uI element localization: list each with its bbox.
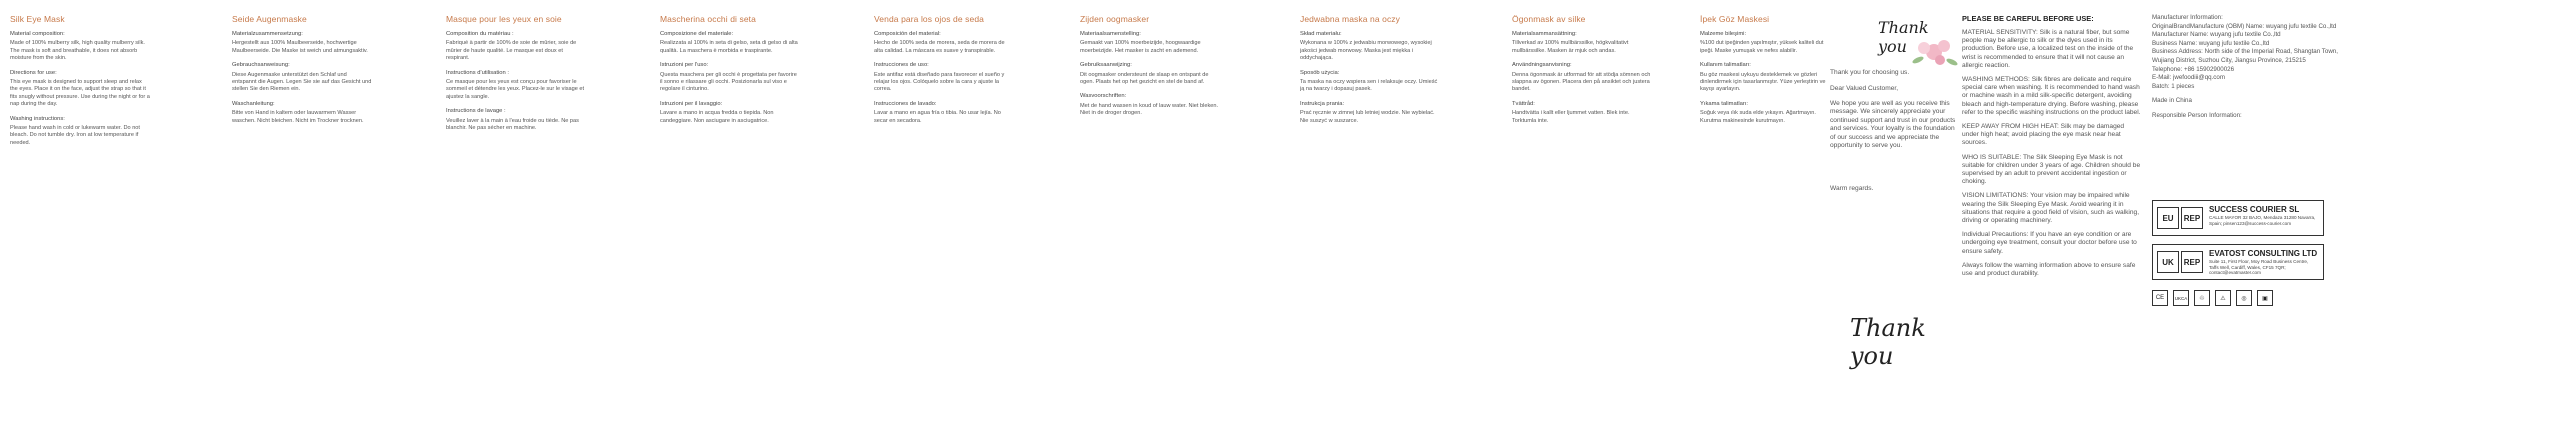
column-title: Seide Augenmaske (232, 14, 307, 24)
section-heading: Composición del material: (874, 31, 941, 37)
ukca-mark-icon: UKCA (2173, 290, 2189, 306)
info-line: E-Mail: jwefoodiii@qq.com (2152, 74, 2225, 82)
column-french (446, 14, 586, 418)
section-heading: Skład materiału: (1300, 31, 1342, 37)
section-heading: Material composition: (10, 31, 65, 37)
closing: Warm regards. (1830, 185, 1874, 192)
section-heading: Kullanım talimatları: (1700, 62, 1751, 69)
thank-you-message: We hope you are well as you receive this message. We sincerely appreciate your continued support and trust in our products and services. Your loyalty is the foundation of our success and we appreciate the opportunity to serve you. (1830, 100, 1956, 150)
section-heading: Instructions de lavage : (446, 108, 506, 115)
eu-rep-box (2152, 200, 2324, 236)
paragraph: Hecho de 100% seda de morera, seda de morera de alta calidad. La máscara es suave y transpirable. (874, 40, 1005, 54)
warning-item: Always follow the warning information above to ensure safe use and product durability. (1962, 261, 2136, 278)
column-polish (1300, 14, 1440, 418)
uk-badge: UK (2157, 251, 2179, 273)
section-heading: Istruzioni per il lavaggio: (660, 100, 723, 107)
packaging-icon: ▣ (2257, 290, 2273, 306)
eu-rep-name: SUCCESS COURIER SL (2209, 205, 2300, 214)
info-line: Batch: 1 pieces (2152, 82, 2195, 90)
column-title: Jedwabna maska na oczy (1300, 14, 1401, 24)
paragraph: Ce masque pour les yeux est conçu pour favoriser le sommeil et détendre les yeux. Placez-le sur le visage et ajustez la sangle. (446, 79, 585, 100)
paragraph: This eye mask is designed to support sleep and relax the eyes. Place it on the face, adjust the strap so that it fits snugly without pressure. Use during the night or for a nap during the day. (10, 79, 150, 108)
section-heading: Användningsanvisning: (1512, 62, 1572, 69)
column-title: Masque pour les yeux en soie (446, 14, 562, 24)
uk-rep-address: Suite 11, First Floor, Moy Road Business Centre, Taffs Well, Cardiff, Wales, CF15 7QR; contact@evatmaster.com (2209, 259, 2309, 276)
thank-you-line: Thank you for choosing us. (1830, 69, 1910, 76)
warning-item: VISION LIMITATIONS: Your vision may be impaired while wearing the Silk Sleeping Eye Mask. Avoid wearing it in situations that require a good field of vision, such as walking, driving or operating machinery. (1962, 192, 2140, 225)
paragraph: Lavar a mano en agua fría o tibia. No usar lejía. No secar en secadora. (874, 110, 1001, 124)
paragraph: Met de hand wassen in koud of lauw water. Niet bleken. Niet in de droger drogen. (1080, 102, 1219, 117)
column-italian (660, 14, 800, 418)
info-line: Made in China (2152, 97, 2192, 105)
paragraph: Realizzata al 100% in seta di gelso, seta di gelso di alta qualità. La maschera è morbida e traspirante. (660, 40, 798, 54)
floral-decoration-icon (1910, 32, 1958, 72)
paragraph: Ta maska na oczy wspiera sen i relaksuje oczy. Umieść ją na twarzy i dopasuj pasek. (1300, 79, 1438, 93)
section-heading: Materiaalsamenstelling: (1080, 31, 1141, 37)
paragraph: Gemaakt van 100% moerbeizijde, hoogwaardige moerbeizijde. Het masker is zacht en ademend. (1080, 40, 1201, 54)
paragraph: Hergestellt aus 100% Maulbeerseide, hochwertige Maulbeerseide. Die Maske ist weich und atmungsaktiv. (232, 40, 368, 54)
warning-item: WHO IS SUITABLE: The Silk Sleeping Eye Mask is not suitable for children under 3 years of age. Children should be supervised by an adult to prevent accidental ingestion or choking. (1962, 153, 2141, 186)
eu-rep-address: CALLE MAYOR 32 BAJO, Mendaza 31280 Navarra, Spain; pinsen123@success-courier.com (2209, 215, 2316, 226)
column-turkish (1700, 14, 1830, 418)
paragraph: Soğuk veya ılık suda elde yıkayın. Ağartmayın. Kurutma makinesinde kurutmayın. (1700, 110, 1816, 124)
manufacturer-info (2152, 14, 2352, 121)
warning-item: Individual Precautions: If you have an eye condition or are undergoing eye treatment, consult your doctor before use to ensure safety. (1962, 231, 2137, 255)
column-title: İpek Göz Maskesi (1700, 14, 1770, 24)
info-line: Telephone: +86 15902900026 (2152, 65, 2235, 73)
section-heading: Directions for use: (10, 69, 57, 76)
column-title: Ögonmask av silke (1512, 14, 1586, 24)
section-heading: Sposób użycia: (1300, 69, 1340, 76)
column-english (10, 14, 150, 418)
section-heading: Yıkama talimatları: (1700, 100, 1748, 107)
info-line: Responsible Person Information: (2152, 111, 2242, 119)
section-heading: Instrucciones de lavado: (874, 100, 937, 107)
warnings-section (1962, 14, 2142, 284)
greeting: Dear Valued Customer, (1830, 85, 1899, 92)
column-title: Mascherina occhi di seta (660, 14, 756, 24)
paragraph: Bu göz maskesi uykuyu desteklemek ve gözleri dinlendirmek için tasarlanmıştır. Yüze yerleştirin ve kayışı ayarlayın. (1700, 71, 1826, 93)
paragraph: Lavare a mano in acqua fredda o tiepida. Non candeggiare. Non asciugare in asciugatrice. (660, 110, 774, 124)
section-heading: Composition du matériau : (446, 31, 514, 37)
paragraph: %100 dut ipeğinden yapılmıştır, yüksek kaliteli dut ipeği. Maske yumuşak ve nefes alabilir. (1700, 40, 1824, 54)
info-line: Manufacturer Information: (2152, 14, 2223, 21)
paragraph: Este antifaz está diseñado para favorecer el sueño y relajar los ojos. Colóquelo sobre la cara y ajuste la correa. (874, 71, 1005, 93)
section-heading: Gebruiksaanwijzing: (1080, 62, 1132, 69)
section-heading: Istruzioni per l'uso: (660, 62, 709, 69)
info-line: OriginalBrandManufacture (OBM) Name: wuyang jufu textile Co.,ltd (2152, 22, 2337, 30)
column-swedish (1512, 14, 1652, 418)
warning-item: MATERIAL SENSITIVITY: Silk is a natural fiber, but some people may be allergic to silk or the dyes used in its production. Before use, a localized test on the inside of the wrist is recommended to ensure that it will not cause an allergic reaction. (1962, 29, 2134, 69)
thank-you-card (1830, 14, 1960, 418)
paragraph: Wykonana w 100% z jedwabiu morwowego, wysokiej jakości jedwab morwowy. Maska jest miękka i oddychająca. (1300, 40, 1432, 62)
paragraph: Prać ręcznie w zimnej lub letniej wodzie. Nie wybielać. Nie suszyć w suszarce. (1300, 110, 1435, 124)
column-german (232, 14, 372, 418)
paragraph: Dit oogmasker ondersteunt de slaap en ontspant de ogen. Plaats het op het gezicht en stel de band af. (1080, 71, 1209, 86)
section-heading: Composizione del materiale: (660, 31, 734, 37)
warning-item: WASHING METHODS: Silk fibres are delicate and require special care when washing. It is recommended to hand wash or machine wash in a mild silk-specific detergent, avoiding bleach and high-temperature drying. Before washing, please refer to the specific washing instructions on the product label. (1962, 76, 2141, 116)
paragraph: Diese Augenmaske unterstützt den Schlaf und entspannt die Augen. Legen Sie sie auf das Gesicht und stellen Sie den Riemen ein. (232, 71, 372, 93)
info-line: Business Address: North side of the Imperial Road, Shangtan Town, Wujiang District, Suzhou City, Jiangsu Province, 215215 (2152, 48, 2338, 64)
wash-symbol-icon: ◎ (2236, 290, 2252, 306)
section-heading: Wasvoorschriften: (1080, 93, 1127, 100)
column-title: Silk Eye Mask (10, 14, 65, 24)
paragraph: Made of 100% mulberry silk, high quality mulberry silk. The mask is soft and breathable, it does not absorb moisture from the skin. (10, 40, 145, 62)
paragraph: Bitte von Hand in kaltem oder lauwarmem Wasser waschen. Nicht bleichen. Nicht im Trockner trocknen. (232, 110, 364, 124)
paragraph: Denna ögonmask är utformad för att stödja sömnen och slappna av ögonen. Placera den på ansiktet och justera bandet. (1512, 71, 1651, 93)
section-heading: Instructions d'utilisation : (446, 69, 509, 76)
signature: Thank you (1850, 314, 1926, 370)
column-title: Venda para los ojos de seda (874, 14, 984, 24)
compliance-symbols (2152, 290, 2273, 306)
paragraph: Veuillez laver à la main à l'eau froide ou tiède. Ne pas blanchir. Ne pas sécher en machine. (446, 117, 579, 132)
uk-rep-box (2152, 244, 2324, 280)
section-heading: Tvättråd: (1512, 100, 1535, 107)
section-heading: Materialzusammensetzung: (232, 31, 303, 37)
warning-icon: ⚠ (2215, 290, 2231, 306)
info-line: Business Name: wuyang jufu textile Co.,ltd (2152, 39, 2270, 47)
section-heading: Materialsammansättning: (1512, 31, 1577, 37)
ce-mark-icon: CE (2152, 290, 2168, 306)
section-heading: Malzeme bileşimi: (1700, 31, 1747, 37)
paragraph: Handtvätta i kallt eller ljummet vatten. Blek inte. Torktumla inte. (1512, 110, 1630, 124)
column-spanish (874, 14, 1014, 418)
section-heading: Instrucciones de uso: (874, 62, 929, 69)
warnings-heading: PLEASE BE CAREFUL BEFORE USE: (1962, 14, 2094, 23)
eu-badge: EU (2157, 207, 2179, 229)
section-heading: Waschanleitung: (232, 100, 275, 107)
paragraph: Tillverkad av 100% mullbärssilke, högkvalitativt mullbärssilke. Masken är mjuk och andas. (1512, 40, 1629, 54)
paragraph: Questa maschera per gli occhi è progettata per favorire il sonno e rilassare gli occhi. Posizionarla sul viso e regolare il cinturino. (660, 71, 797, 93)
section-heading: Gebrauchsanweisung: (232, 62, 290, 69)
paragraph: Please hand wash in cold or lukewarm water. Do not bleach. Do not tumble dry. Iron at low temperature if needed. (10, 125, 140, 146)
thank-you-heading: Thank you (1878, 18, 1929, 56)
rep-badge: REP (2181, 251, 2203, 273)
rep-badge: REP (2181, 207, 2203, 229)
column-dutch (1080, 14, 1220, 418)
column-title: Zijden oogmasker (1080, 14, 1150, 24)
paragraph: Fabriqué à partir de 100% de soie de mûrier, soie de mûrier de haute qualité. Le masque est doux et respirant. (446, 40, 577, 62)
info-line: Manufacturer Name: wuyang jufu textile Co.,ltd (2152, 31, 2281, 39)
section-heading: Washing instructions: (10, 115, 65, 122)
uk-rep-name: EVATOST CONSULTING LTD (2209, 249, 2318, 258)
recycle-icon: ♲ (2194, 290, 2210, 306)
warning-item: KEEP AWAY FROM HIGH HEAT: Silk may be damaged under high heat; avoid placing the eye mask near heat sources. (1962, 123, 2125, 147)
section-heading: Instrukcja prania: (1300, 100, 1345, 107)
